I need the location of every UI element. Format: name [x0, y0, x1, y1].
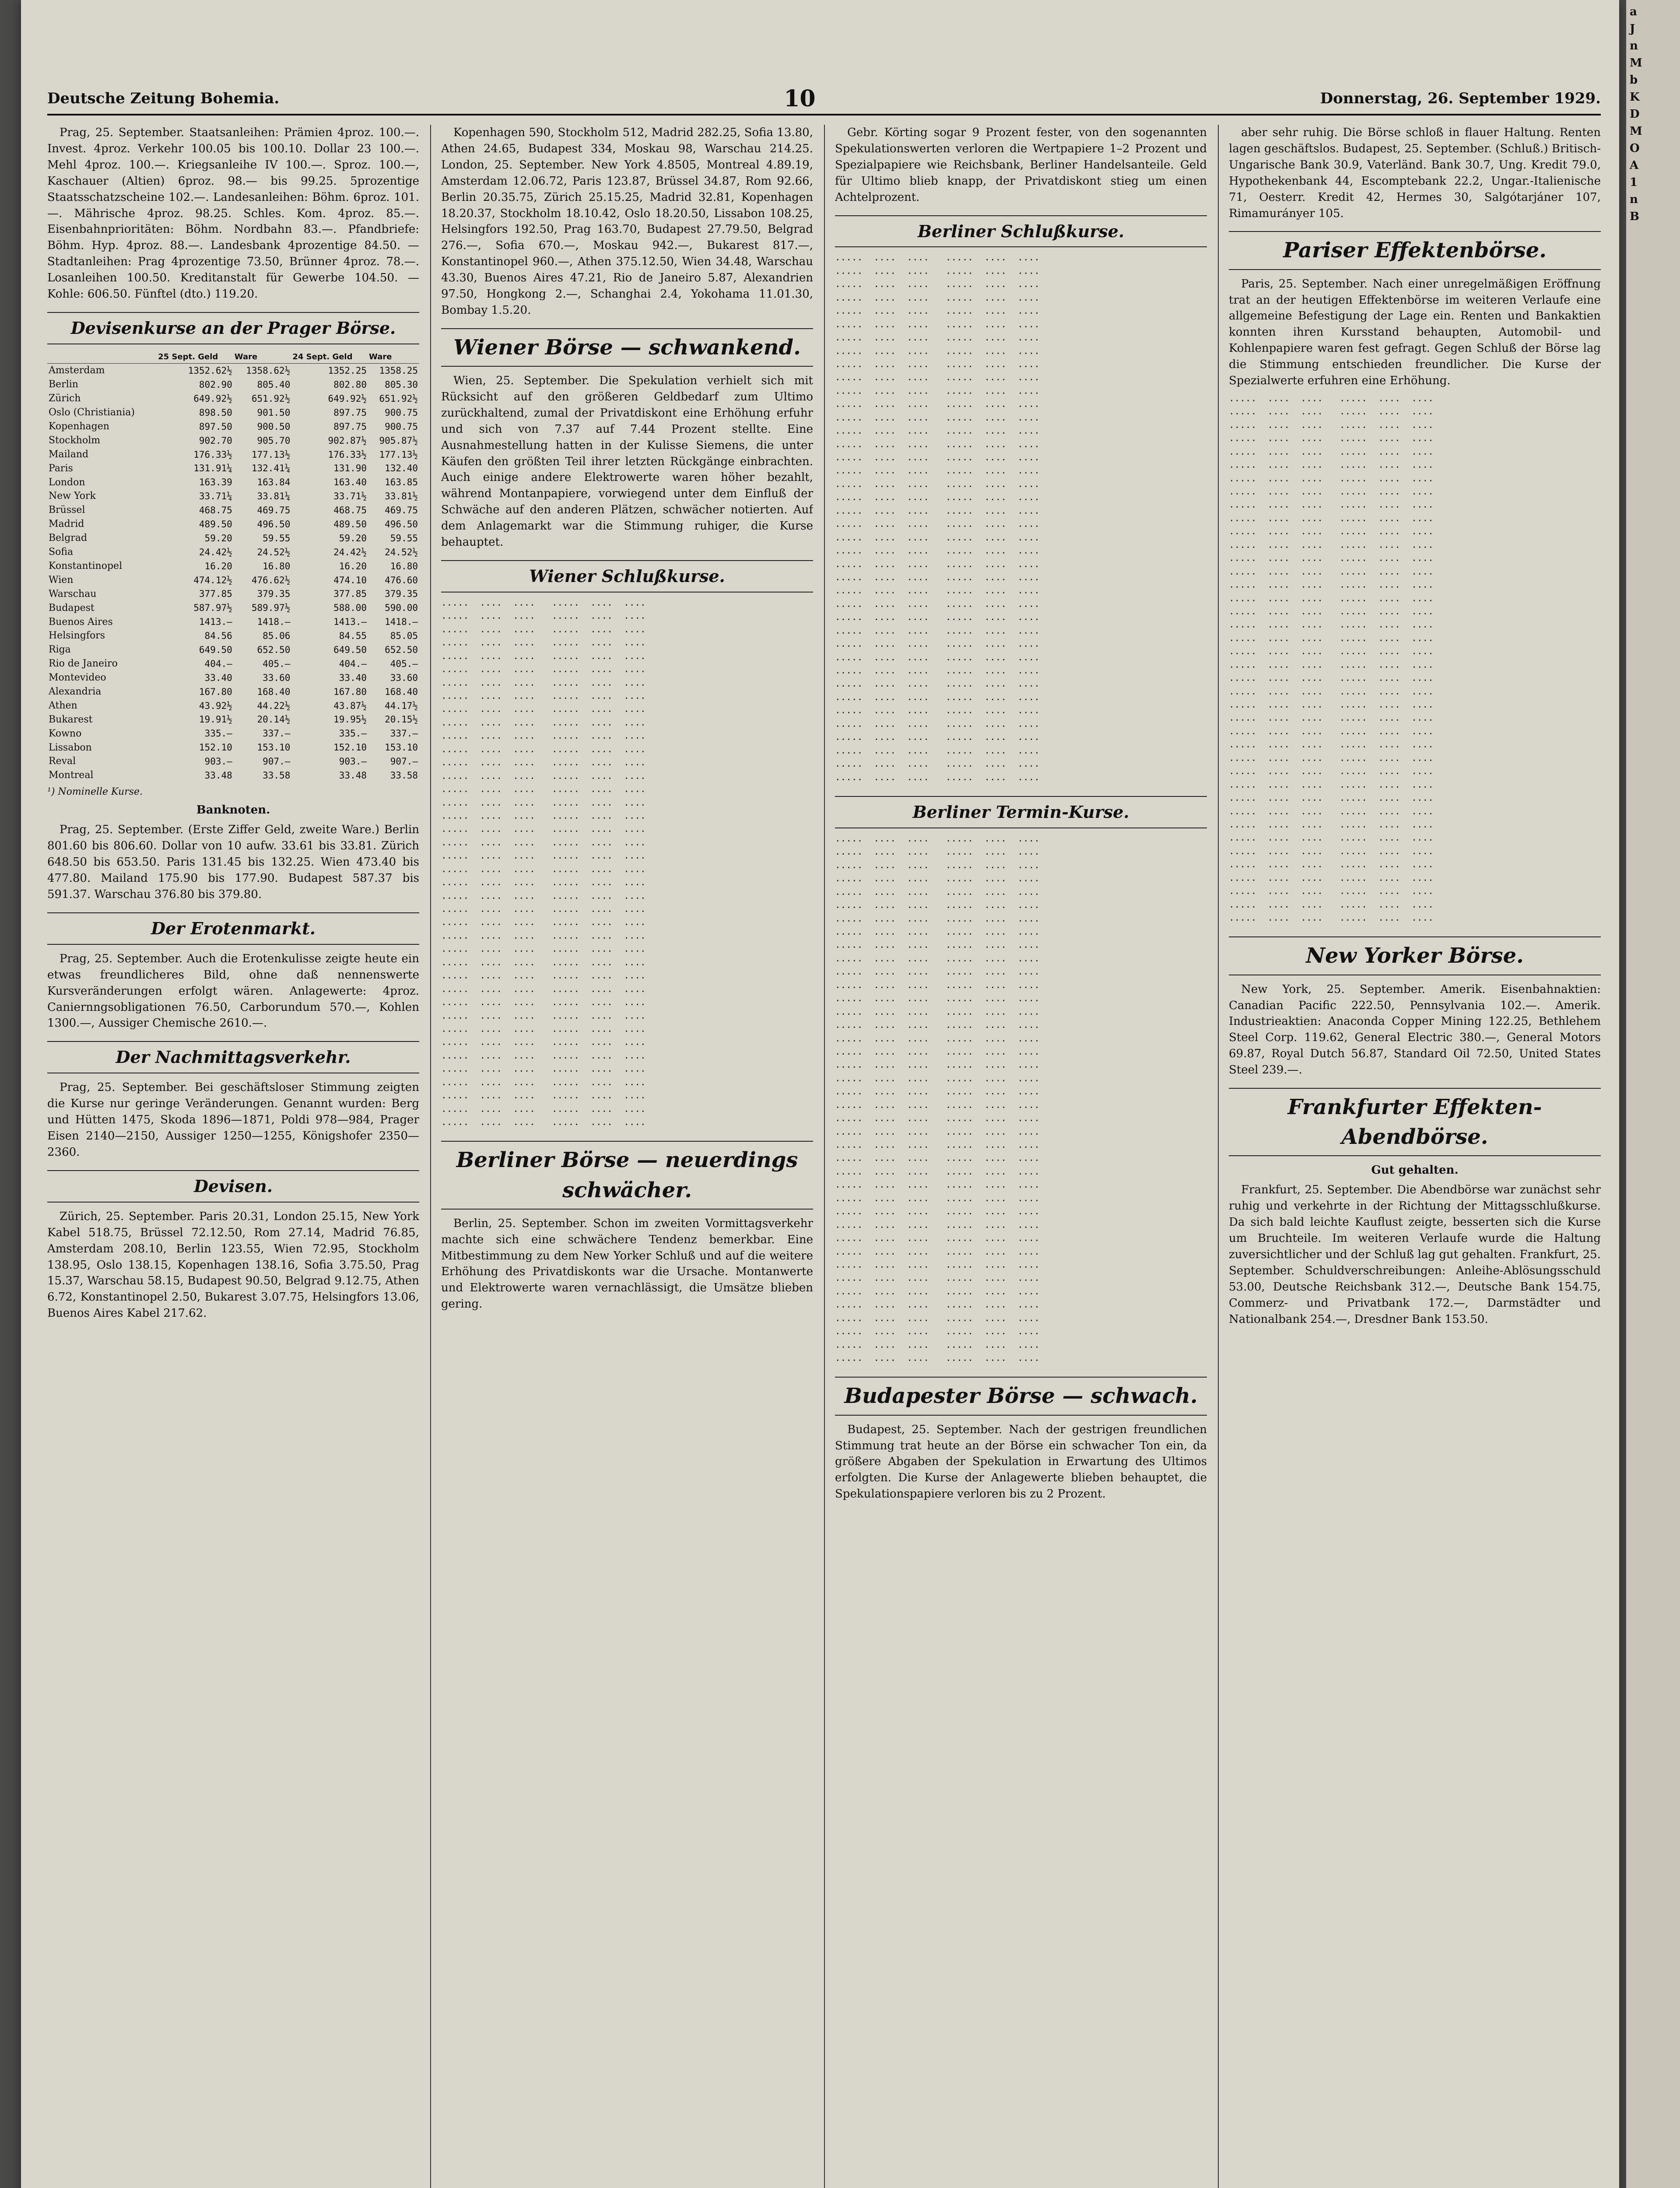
rate-value: 152.10 — [199, 742, 232, 753]
erotenmarkt-text: Prag, 25. September. Auch die Erotenkulisse zeigte heute ein etwas freundlicheres Bild, ohne daß nennenswerte Kursveränderungen erfolgt wären. Anlagewerte: 4proz. Caniernngsobligationen 76.50, Carborundum 570.—, Kohlen 1300.—, Aussiger Chemische 2610.—. — [47, 952, 419, 1030]
currency-place: Athen — [49, 700, 77, 711]
rate-value: 177.13½ — [379, 449, 418, 460]
rate-value: 588.00 — [333, 603, 367, 614]
rate-value: 24.52½ — [385, 547, 418, 558]
table-row — [47, 517, 419, 531]
rate-value: 152.10 — [333, 742, 367, 753]
currency-place: Budapest — [49, 602, 95, 614]
currency-place: Konstantinopel — [49, 560, 123, 572]
rate-value: 131.91¼ — [193, 463, 232, 474]
rate-value: 167.80 — [199, 686, 232, 697]
column-1 — [47, 125, 419, 2188]
rate-value: 59.20 — [339, 533, 367, 543]
rate-value: 907.— — [263, 756, 291, 767]
column-rule — [824, 125, 825, 2188]
table-row — [47, 685, 419, 699]
rate-value: 900.75 — [385, 407, 418, 418]
rate-value: 59.20 — [204, 533, 232, 543]
rate-value: 176.33½ — [193, 449, 232, 460]
currency-place: Alexandria — [49, 686, 102, 697]
rate-value: 33.58 — [390, 770, 418, 781]
rate-value: 905.87½ — [379, 435, 418, 446]
banknoten-text: Prag, 25. September. (Erste Ziffer Geld, zweite Ware.) Berlin 801.60 bis 806.60. Dollar von 10 aufw. 33.61 bis 33.81. Zürich 648.50 bis 653.50. Paris 131.45 bis 132.25. Wien 473.40 bis 477.80. Mailand 175.90 bis 177.90. Budapest 587.37 bis 591.37. Warschau 376.80 bis 379.80. — [47, 823, 419, 901]
rate-value: 44.22½ — [257, 700, 291, 711]
table-row — [47, 671, 419, 685]
budapester-boerse-text: Budapest, 25. September. Nach der gestrigen freundlichen Stimmung trat heute an der Börse ein schwacher Ton ein, da größere Abgaben der Spekulation in Erwartung des Ultimos erfolgten. Die Kurse der Anlagewerte blieben behauptet, die Spekulationspapiere verloren bis zu 2 Prozent. — [835, 1423, 1207, 1501]
newyork-boerse-heading: New Yorker Börse. — [1229, 936, 1601, 975]
issue-date: Donnerstag, 26. September 1929. — [1320, 90, 1601, 107]
currency-place: Montreal — [49, 770, 94, 781]
rate-value: 469.75 — [385, 505, 418, 516]
rate-value: 805.40 — [257, 379, 291, 390]
devisen-column-header: Ware — [368, 351, 419, 364]
rate-value: 903.— — [339, 756, 367, 767]
rate-value: 132.40 — [385, 463, 418, 474]
table-row — [47, 699, 419, 713]
rate-value: 85.05 — [390, 631, 418, 642]
table-row — [47, 601, 419, 615]
rate-value: 652.50 — [257, 645, 291, 655]
rate-value: 901.50 — [257, 407, 291, 418]
currency-place: Reval — [49, 756, 76, 767]
currency-place: Buenos Aires — [49, 616, 113, 628]
table-row — [47, 545, 419, 559]
quotation-table-placeholder: ····· ···· ···· ····· ···· ···· ····· ···· ···· ····· ···· ···· ····· ···· ···· ····· ···· ···· ····· ···· ···· ····· ···· ···· ····· ···· ···· ····· ···· ···· ····· ···· ···· ····· ···· ···· ····· ···· ···· ····· ···· ···· ····· ···· ···· ····· ···· ···· ····· ···· ···· ····· ···· ···· ····· ···· ···· ····· ···· ···· ····· ···· ···· ····· ···· ···· ····· ···· ···· ····· ···· ···· ····· ···· ···· ····· ···· ···· ····· ···· ···· ····· ···· ···· ····· ···· ···· ····· ···· ···· ····· ···· ···· ····· ···· ···· ····· ···· ···· ····· ···· ···· ····· ···· ···· ····· ···· ···· ····· ···· ···· ····· ···· ···· ····· ···· ···· ····· ···· ···· ····· ···· ···· ····· ···· ···· ····· ···· ···· ····· ···· ···· ····· ···· ···· ····· ···· ···· ····· ···· ···· ····· ···· ···· ····· ···· ···· ····· ···· ···· ····· ···· ···· ····· ···· ···· ····· ···· ···· ····· ···· ···· ····· ···· ···· ····· ···· ···· ····· ···· ···· ····· ···· ···· ····· ···· ···· ····· ···· ···· ····· ···· ···· ····· ···· ···· ····· ···· ···· ····· ···· ···· ····· ···· ···· ····· ···· ···· ····· ···· ···· ····· ···· ···· ····· ···· ···· ····· ···· ···· ····· ···· ···· ····· ···· ···· ····· ···· ···· ····· ···· ···· ····· ···· ···· ····· ···· ···· ····· ···· ···· ····· ···· ···· ····· ···· ···· ····· ···· ···· — [835, 255, 1040, 785]
rate-value: 476.62½ — [251, 575, 291, 586]
rate-value: 468.75 — [333, 505, 367, 516]
column-2 — [441, 125, 813, 2188]
rate-value: 59.55 — [263, 533, 291, 543]
table-row — [47, 448, 419, 462]
column-4 — [1229, 125, 1601, 2188]
currency-place: Helsingfors — [49, 630, 105, 642]
berliner-boerse-text: Berlin, 25. September. Schon im zweiten Vormittagsverkehr machte sich eine schwächere Tendenz bemerkbar. Eine Mitbestimmung zu dem New Yorker Schluß und auf die weitere Erhöhung des Privatdiskonts war die Ursache. Montanwerte und Elektrowerte waren vernachlässigt, die Umsätze blieben gering. — [441, 1217, 813, 1311]
rate-value: 405.— — [390, 658, 418, 669]
table-row — [47, 434, 419, 448]
wiener-boerse-heading: Wiener Börse — schwankend. — [441, 328, 813, 367]
rate-value: 905.70 — [257, 435, 291, 446]
rate-value: 649.92½ — [328, 393, 367, 404]
pariser-boerse-heading: Pariser Effektenbörse. — [1229, 231, 1601, 270]
frankfurt-boerse-heading: Frankfurter Effekten-Abendbörse. — [1229, 1088, 1601, 1156]
pariser-boerse-text: Paris, 25. September. Nach einer unregelmäßigen Eröffnung trat an der heutigen Effektenbörse im weiteren Verlaufe eine allgemeine Befestigung der Lage ein. Renten und Bankaktien konnten ihren Kursstand behaupten, Automobil- und Kohlenpapiere waren fest gefragt. Gegen Schluß der Börse lag die Stimmung entschieden freundlicher. Die Kurse der Spezialwerte erfuhren eine Erhöhung. — [1229, 277, 1601, 388]
masthead — [47, 83, 1601, 116]
rate-value: 907.— — [390, 756, 418, 767]
rate-value: 897.75 — [333, 407, 367, 418]
rate-value: 84.56 — [204, 631, 232, 642]
currency-place: Montevideo — [49, 672, 106, 684]
rate-value: 377.85 — [199, 589, 232, 600]
rate-value: 469.75 — [257, 505, 291, 516]
rate-value: 379.35 — [257, 589, 291, 600]
rate-value: 649.50 — [333, 645, 367, 655]
rate-value: 805.30 — [385, 379, 418, 390]
rate-value: 404.— — [339, 658, 367, 669]
table-row — [47, 420, 419, 434]
table-row — [47, 489, 419, 503]
rate-value: 489.50 — [333, 519, 367, 529]
rate-value: 16.80 — [263, 561, 291, 572]
table-row — [47, 713, 419, 727]
rate-value: 168.40 — [257, 686, 291, 697]
rate-value: 900.50 — [257, 421, 291, 432]
rate-value: 16.20 — [204, 561, 232, 572]
currency-place: Zürich — [49, 393, 81, 404]
table-row — [47, 587, 419, 601]
table-row — [47, 476, 419, 490]
wiener-schlusskurse-heading: Wiener Schlußkurse. — [441, 560, 813, 593]
rate-value: 132.41¼ — [251, 463, 291, 474]
rate-value: 903.— — [204, 756, 232, 767]
rate-value: 1413.— — [333, 617, 367, 628]
rate-value: 476.60 — [385, 575, 418, 586]
devisen-column-header: 25 Sept. Geld — [157, 351, 234, 364]
table-row — [47, 657, 419, 671]
rate-value: 474.10 — [333, 575, 367, 586]
rate-value: 900.75 — [385, 421, 418, 432]
berliner-boerse-heading: Berliner Börse — neuerdings schwächer. — [441, 1141, 813, 1209]
table-row — [47, 727, 419, 741]
rate-value: 85.06 — [263, 631, 291, 642]
rate-value: 649.50 — [199, 645, 232, 655]
column-rule — [1218, 125, 1219, 2188]
currency-place: Rio de Janeiro — [49, 658, 118, 670]
rate-value: 177.13½ — [251, 449, 291, 460]
rate-value: 84.55 — [339, 631, 367, 642]
rate-value: 496.50 — [257, 519, 291, 529]
rate-value: 489.50 — [199, 519, 232, 529]
currency-place: Kopenhagen — [49, 421, 109, 432]
rate-value: 163.39 — [199, 477, 232, 488]
rate-value: 1418.— — [257, 617, 291, 628]
currency-place: Madrid — [49, 519, 84, 530]
quotation-table-placeholder: ····· ···· ···· ····· ···· ···· ····· ···· ···· ····· ···· ···· ····· ···· ···· ····· ···· ···· ····· ···· ···· ····· ···· ···· ····· ···· ···· ····· ···· ···· ····· ···· ···· ····· ···· ···· ····· ···· ···· ····· ···· ···· ····· ···· ···· ····· ···· ···· ····· ···· ···· ····· ···· ···· ····· ···· ···· ····· ···· ···· ····· ···· ···· ····· ···· ···· ····· ···· ···· ····· ···· ···· ····· ···· ···· ····· ···· ···· ····· ···· ···· ····· ···· ···· ····· ···· ···· ····· ···· ···· ····· ···· ···· ····· ···· ···· ····· ···· ···· ····· ···· ···· ····· ···· ···· ····· ···· ···· ····· ···· ···· ····· ···· ···· ····· ···· ···· ····· ···· ···· ····· ···· ···· ····· ···· ···· ····· ···· ···· ····· ···· ···· ····· ···· ···· ····· ···· ···· ····· ···· ···· ····· ···· ···· ····· ···· ···· ····· ···· ···· ····· ···· ···· ····· ···· ···· ····· ···· ···· ····· ···· ···· ····· ···· ···· ····· ···· ···· ····· ···· ···· ····· ···· ···· ····· ···· ···· ····· ···· ···· ····· ···· ···· ····· ···· ···· ····· ···· ···· ····· ···· ···· ····· ···· ···· ····· ···· ···· ····· ···· ···· ····· ···· ···· ····· ···· ···· ····· ···· ···· ····· ···· ···· ····· ···· ···· ····· ···· ···· ····· ···· ···· ····· ···· ···· ····· ···· ···· ····· ···· ···· ····· ···· ···· ····· ···· ···· ····· ···· ···· — [835, 835, 1040, 1366]
rate-value: 131.90 — [333, 463, 367, 474]
column-rule — [430, 125, 431, 2188]
devisen-column-header: 24 Sept. Geld — [291, 351, 368, 364]
currency-place: Brüssel — [49, 505, 85, 516]
table-row — [47, 559, 419, 573]
rate-value: 652.50 — [385, 645, 418, 655]
table-row — [47, 531, 419, 545]
table-row — [47, 768, 419, 782]
rate-value: 802.90 — [199, 379, 232, 390]
table-row — [47, 754, 419, 768]
rate-value: 163.85 — [385, 477, 418, 488]
rate-value: 167.80 — [333, 686, 367, 697]
devisen-heading: Devisen. — [47, 1170, 419, 1203]
rate-value: 802.80 — [333, 379, 367, 390]
table-row — [47, 406, 419, 420]
rate-value: 1352.25 — [328, 365, 367, 376]
rate-value: 404.— — [204, 658, 232, 669]
rate-value: 176.33½ — [328, 449, 367, 460]
staatsanleihen-report: Prag, 25. September. Staatsanleihen: Prämien 4proz. 100.—. Invest. 4proz. Verkehr 100.05 bis 100.10. Dollar 23 100.—. Mehl 4proz. 100.—. Kriegsanleihe IV 100.—. Sproz. 100.—, Kaschauer (Altien) 6proz. 98.— bis 99.25. 5prozentige Staatsschatzscheine 102.—. Landesanleihen: Böhm. 6proz. 101.—. Mährische 4proz. 98.25. Schles. Kom. 4proz. 85.—. Eisenbahnprioritäten: Böhm. Nordbahn 83.—. Pfandbriefe: Böhm. Hyp. 4proz. 88.—. Landesbank 4prozentige 84.50. — Stadtanleihen: Prag 4prozentige 73.50, Brünner 4proz. 78.—. Losanleihen 100.50. Kreditanstalt für Gewerbe 104.50. — Kohle: 606.50. Fünftel (dto.) 119.20. — [47, 126, 419, 301]
erotenmarkt-heading: Der Erotenmarkt. — [47, 912, 419, 945]
currency-place: Warschau — [49, 588, 97, 600]
table-row — [47, 392, 419, 406]
rate-value: 474.12½ — [193, 575, 232, 586]
table-row — [47, 615, 419, 629]
rate-value: 377.85 — [333, 589, 367, 600]
devisen-column-header: Ware — [234, 351, 292, 364]
rate-value: 1352.62½ — [188, 365, 232, 376]
berlin-market-text: Gebr. Körting sogar 9 Prozent fester, von den sogenannten Spekulationswerten verloren die Wertpapiere 1–2 Prozent und Spezialpapiere wie Reichsbank, Berliner Handelsanteile. Geld für Ultimo blieb knapp, der Privatdiskont stieg um einen Achtelprozent. — [835, 126, 1207, 204]
currency-place: London — [49, 477, 85, 488]
rate-value: 20.14½ — [257, 714, 291, 725]
table-row — [47, 643, 419, 657]
currency-place: Kowno — [49, 728, 82, 739]
quotation-table-placeholder: ····· ···· ···· ····· ···· ···· ····· ···· ···· ····· ···· ···· ····· ···· ···· ····· ···· ···· ····· ···· ···· ····· ···· ···· ····· ···· ···· ····· ···· ···· ····· ···· ···· ····· ···· ···· ····· ···· ···· ····· ···· ···· ····· ···· ···· ····· ···· ···· ····· ···· ···· ····· ···· ···· ····· ···· ···· ····· ···· ···· ····· ···· ···· ····· ···· ···· ····· ···· ···· ····· ···· ···· ····· ···· ···· ····· ···· ···· ····· ···· ···· ····· ···· ···· ····· ···· ···· ····· ···· ···· ····· ···· ···· ····· ···· ···· ····· ···· ···· ····· ···· ···· ····· ···· ···· ····· ···· ···· ····· ···· ···· ····· ···· ···· ····· ···· ···· ····· ···· ···· ····· ···· ···· ····· ···· ···· ····· ···· ···· ····· ···· ···· ····· ···· ···· ····· ···· ···· ····· ···· ···· ····· ···· ···· ····· ···· ···· ····· ···· ···· ····· ···· ···· ····· ···· ···· ····· ···· ···· ····· ···· ···· ····· ···· ···· ····· ···· ···· ····· ···· ···· ····· ···· ···· ····· ···· ···· ····· ···· ···· ····· ···· ···· ····· ···· ···· ····· ···· ···· ····· ···· ···· ····· ···· ···· ····· ···· ···· ····· ···· ···· ····· ···· ···· ····· ···· ···· ····· ···· ···· ····· ···· ···· ····· ···· ···· ····· ···· ···· ····· ···· ···· ····· ···· ···· ····· ···· ···· ····· ···· ···· ····· ···· ···· ····· ···· ···· ····· ···· ···· — [441, 600, 646, 1130]
rate-value: 1358.25 — [379, 365, 418, 376]
column-3 — [835, 125, 1207, 2188]
rate-value: 1358.62½ — [246, 365, 291, 376]
rate-value: 153.10 — [385, 742, 418, 753]
rate-value: 496.50 — [385, 519, 418, 529]
rate-value: 33.60 — [263, 672, 291, 683]
budapester-boerse-heading: Budapester Börse — schwach. — [835, 1377, 1207, 1415]
adjacent-page-edge — [1626, 0, 1680, 2188]
berliner-schlusskurse-heading: Berliner Schlußkurse. — [835, 215, 1207, 248]
paper-title: Deutsche Zeitung Bohemia. — [47, 90, 280, 107]
devisen-text: Zürich, 25. September. Paris 20.31, London 25.15, New York Kabel 518.75, Brüssel 72.12.50, Rom 27.14, Madrid 76.85, Amsterdam 208.10, Berlin 123.55, Wien 72.95, Stockholm 138.95, Oslo 138.15, Kopenhagen 138.16, Sofia 3.75.50, Prag 15.37, Warschau 58.15, Budapest 90.50, Belgrad 9.12.75, Athen 6.72, Konstantinopel 2.50, Bukarest 3.07.75, Helsingfors 13.06, Buenos Aires Kabel 217.62. — [47, 1210, 419, 1320]
quotation-block-placeholder: ····· ···· ···· ····· ···· ···· ····· ···· ···· ····· ···· ···· ····· ···· ···· ····· ···· ···· ····· ···· ···· ····· ···· ···· ····· ···· ···· ····· ···· ···· ····· ···· ···· ····· ···· ···· ····· ···· ···· ····· ···· ···· ····· ···· ···· ····· ···· ···· ····· ···· ···· ····· ···· ···· ····· ···· ···· ····· ···· ···· ····· ···· ···· ····· ···· ···· ····· ···· ···· ····· ···· ···· ····· ···· ···· ····· ···· ···· ····· ···· ···· ····· ···· ···· ····· ···· ···· ····· ···· ···· ····· ···· ···· ····· ···· ···· ····· ···· ···· ····· ···· ···· ····· ···· ···· ····· ···· ···· ····· ···· ···· ····· ···· ···· ····· ···· ···· ····· ···· ···· ····· ···· ···· ····· ···· ···· ····· ···· ···· ····· ···· ···· ····· ···· ···· ····· ···· ···· ····· ···· ···· ····· ···· ···· ····· ···· ···· ····· ···· ···· ····· ···· ···· ····· ···· ···· ····· ···· ···· ····· ···· ···· ····· ···· ···· ····· ···· ···· ····· ···· ···· ····· ···· ···· ····· ···· ···· ····· ···· ···· ····· ···· ···· ····· ···· ···· ····· ···· ···· ····· ···· ···· ····· ···· ···· ····· ···· ···· ····· ···· ···· ····· ···· ···· ····· ···· ···· ····· ···· ···· ····· ···· ···· ····· ···· ···· ····· ···· ···· ····· ···· ···· ····· ···· ···· ····· ···· ···· ····· ···· ···· ····· ···· ···· ····· ···· ···· ····· ···· ···· — [1229, 395, 1434, 926]
newyork-boerse-text: New York, 25. September. Amerik. Eisenbahnaktien: Canadian Pacific 222.50, Pennsylvania 102.—. Amerik. Industrieaktien: Anaconda Copper Mining 122.25, Bethlehem Steel Corp. 119.62, General Electric 380.—, General Motors 69.87, Royal Dutch 56.87, Standard Oil 72.50, United States Steel 239.—. — [1229, 982, 1601, 1077]
frankfurt-subheading: Gut gehalten. — [1371, 1164, 1459, 1177]
currency-place: Sofia — [49, 547, 74, 558]
currency-place: Oslo (Christiania) — [49, 407, 135, 418]
rate-value: 33.60 — [390, 672, 418, 683]
rate-value: 43.87½ — [333, 700, 367, 711]
rate-value: 44.17½ — [385, 700, 418, 711]
rate-value: 590.00 — [385, 603, 418, 614]
rate-value: 337.— — [263, 728, 291, 739]
rate-value: 24.42½ — [199, 547, 232, 558]
rate-value: 59.55 — [390, 533, 418, 543]
currency-place: Paris — [49, 463, 73, 474]
rate-value: 587.97½ — [193, 603, 232, 614]
rate-value: 163.40 — [333, 477, 367, 488]
rate-value: 468.75 — [199, 505, 232, 516]
rate-value: 33.58 — [263, 770, 291, 781]
nachmittag-heading: Der Nachmittagsverkehr. — [47, 1041, 419, 1073]
devisen-prag-heading: Devisenkurse an der Prager Börse. — [47, 312, 419, 344]
currency-place: Stockholm — [49, 435, 101, 446]
devisen-column-header — [47, 351, 157, 364]
rate-value: 24.42½ — [333, 547, 367, 558]
banknoten-heading: Banknoten. — [196, 803, 270, 817]
rate-value: 1413.— — [199, 617, 232, 628]
table-row — [47, 573, 419, 587]
rate-value: 163.84 — [257, 477, 291, 488]
page-number: 10 — [784, 85, 816, 112]
currency-place: Riga — [49, 644, 71, 656]
table-row — [47, 378, 419, 392]
adjacent-page-fragment: a J n M b K D M O A 1 n B — [1630, 5, 1642, 223]
currency-place: Berlin — [49, 379, 78, 390]
currency-place: Bukarest — [49, 714, 93, 725]
rate-value: 902.87½ — [328, 435, 367, 446]
currency-place: Wien — [49, 574, 74, 586]
table-row — [47, 364, 419, 378]
rate-value: 897.50 — [199, 421, 232, 432]
rate-value: 33.48 — [204, 770, 232, 781]
rate-value: 33.40 — [204, 672, 232, 683]
rate-value: 651.92½ — [379, 393, 418, 404]
rate-value: 33.48 — [339, 770, 367, 781]
foreign-exchange-report: Kopenhagen 590, Stockholm 512, Madrid 282.25, Sofia 13.80, Athen 24.65, Budapest 334, Moskau 98, Warschau 214.25. London, 25. September. New York 4.8505, Montreal 4.89.19, Amsterdam 12.06.72, Paris 123.87, Brüssel 34.87, Rom 92.66, Berlin 20.35.75, Zürich 25.15.25, Madrid 32.81, Kopenhagen 18.20.37, Stockholm 18.10.42, Oslo 18.20.50, Lissabon 108.25, Helsingfors 192.50, Prag 163.70, Budapest 27.79.50, Belgrad 276.—, Sofia 670.—, Moskau 942.—, Bukarest 817.—, Konstantinopel 960.—, Athen 375.12.50, Wien 34.48, Warschau 43.30, Buenos Aires 47.21, Rio de Janeiro 5.87, Alexandrien 97.50, Hongkong 2.—, Schanghai 2.4, Yokohama 11.01.30, Bombay 1.5.20. — [441, 126, 813, 317]
rate-value: 898.50 — [199, 407, 232, 418]
table-row — [47, 741, 419, 755]
newspaper-page — [21, 0, 1619, 2188]
rate-value: 589.97½ — [251, 603, 291, 614]
rate-value: 16.20 — [339, 561, 367, 572]
wiener-boerse-text: Wien, 25. September. Die Spekulation verhielt sich mit Rücksicht auf den größeren Geldbedarf zum Ultimo zurückhaltend, zumal der Privatdiskont eine Erhöhung erfuhr und sich von 7.37 auf 7.44 Prozent stellte. Eine Ausnahmestellung hatten in der Kulisse Siemens, die unter Käufen den größten Teil ihrer letzten Rückgänge einbrachten. Auch einige andere Elektrowerte waren höher bezahlt, während Montanpapiere, vorwiegend unter dem Einfluß der Schwäche auf den anderen Plätzen, schwächer notierten. Auf dem Anlagemarkt war die Stimmung ruhiger, die Kurse behauptet. — [441, 374, 813, 549]
nachmittag-text: Prag, 25. September. Bei geschäftsloser Stimmung zeigten die Kurse nur geringe Veränderungen. Genannt wurden: Berg und Hütten 1475, Skoda 1896—1871, Poldi 978—984, Prager Eisen 2140—2150, Aussiger 1250—1255, Königshofer 2350—2360. — [47, 1081, 419, 1159]
rate-value: 43.92½ — [199, 700, 232, 711]
currency-place: Mailand — [49, 449, 89, 460]
rate-value: 16.80 — [390, 561, 418, 572]
rate-value: 33.71¼ — [199, 491, 232, 502]
rate-value: 649.92½ — [193, 393, 232, 404]
budapest-report: aber sehr ruhig. Die Börse schloß in flauer Haltung. Renten lagen geschäftslos. Budapest, 25. September. (Schluß.) Britisch-Ungarische Bank 30.9, Vaterländ. Bank 30.7, Ung. Kredit 79.0, Hypothekenbank 44, Escomptebank 22.2, Ungar.-Italienische 71, Oesterr. Kredit 42, Hermes 30, Salgótarjáner 107, Rimamurányer 105. — [1229, 126, 1601, 220]
table-row — [47, 629, 419, 643]
rate-value: 168.40 — [385, 686, 418, 697]
berliner-termin-heading: Berliner Termin-Kurse. — [835, 796, 1207, 828]
rate-value: 33.81½ — [385, 491, 418, 502]
rate-value: 337.— — [390, 728, 418, 739]
devisen-note: ¹) Nominelle Kurse. — [47, 786, 143, 798]
rate-value: 24.52½ — [257, 547, 291, 558]
rate-value: 405.— — [263, 658, 291, 669]
currency-place: Belgrad — [49, 533, 88, 544]
devisen-table — [47, 351, 419, 782]
rate-value: 19.95½ — [333, 714, 367, 725]
rate-value: 902.70 — [199, 435, 232, 446]
rate-value: 153.10 — [257, 742, 291, 753]
rate-value: 33.81¼ — [257, 491, 291, 502]
currency-place: Lissabon — [49, 742, 92, 753]
rate-value: 379.35 — [385, 589, 418, 600]
rate-value: 335.— — [204, 728, 232, 739]
rate-value: 1418.— — [385, 617, 418, 628]
rate-value: 19.91½ — [199, 714, 232, 725]
rate-value: 897.75 — [333, 421, 367, 432]
table-row — [47, 503, 419, 517]
currency-place: New York — [49, 491, 96, 502]
frankfurt-boerse-text: Frankfurt, 25. September. Die Abendbörse war zunächst sehr ruhig und verkehrte in der Richtung der Mittagsschlußkurse. Da sich bald leichte Kauflust zeigte, besserten sich die Kurse um Bruchteile. Im weiteren Verlaufe wurde die Haltung zuversichtlicher und der Schluß lag gut gehalten. Frankfurt, 25. September. Schuldverschreibungen: Anleihe-Ablösungsschuld 53.00, Deutsche Reichsbank 312.—, Deutsche Bank 154.75, Commerz- und Privatbank 172.—, Darmstädter und Nationalbank 254.—, Dresdner Bank 153.50. — [1229, 1183, 1601, 1326]
rate-value: 33.71½ — [333, 491, 367, 502]
table-row — [47, 462, 419, 476]
rate-value: 651.92½ — [251, 393, 291, 404]
rate-value: 335.— — [339, 728, 367, 739]
currency-place: Amsterdam — [49, 365, 105, 376]
rate-value: 33.40 — [339, 672, 367, 683]
rate-value: 20.15½ — [385, 714, 418, 725]
